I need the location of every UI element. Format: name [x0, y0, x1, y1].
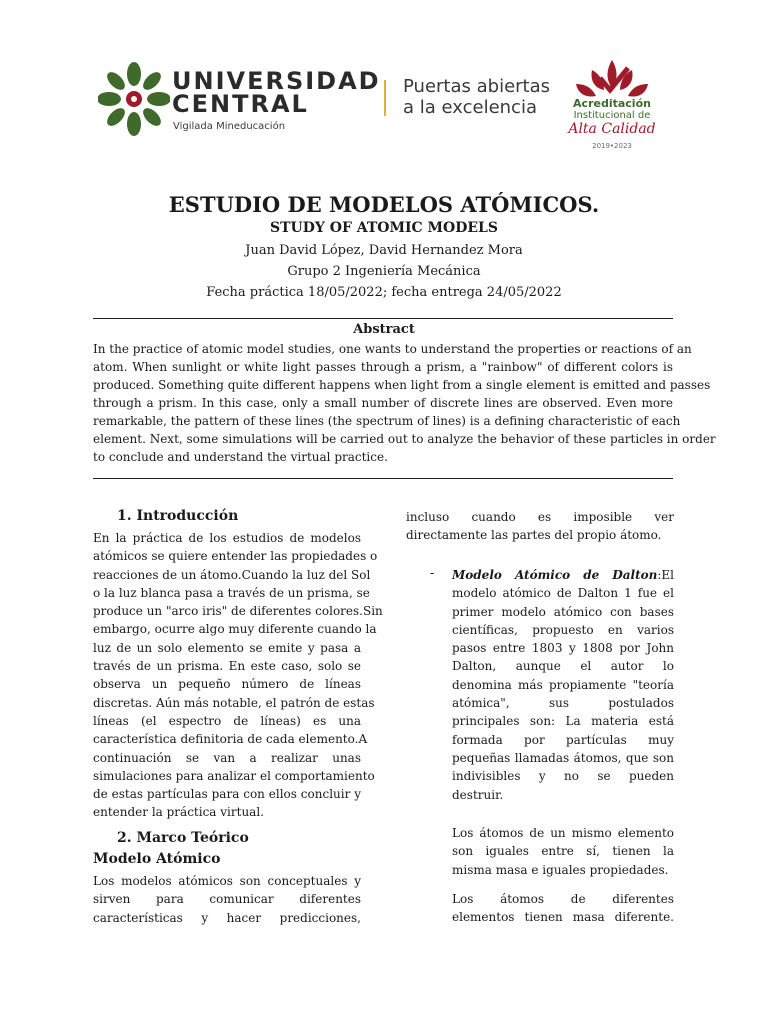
- text-line: característica definitoria de cada elemento.A: [93, 732, 368, 747]
- text-line: Dalton, aunque el autor lo: [452, 659, 674, 674]
- university-emblem-logo: [98, 62, 170, 136]
- section-heading-introduccion: 1. Introducción: [117, 508, 239, 524]
- text-line: elementos tienen masa diferente.: [452, 910, 674, 925]
- text-line: líneas (el espectro de líneas) es una: [93, 713, 361, 728]
- text-line: discretas. Aún más notable, el patrón de estas: [93, 695, 375, 710]
- right-column-top: [406, 508, 674, 545]
- accreditation-title: Acreditación: [573, 97, 651, 110]
- list-bullet: -: [430, 566, 435, 581]
- accreditation-years: 2019•2023: [592, 142, 632, 150]
- text-line: luz de un solo elemento se emite y pasa a: [93, 640, 361, 655]
- section-heading-marco-teorico: 2. Marco Teórico: [117, 830, 249, 846]
- text-line: pequeñas llamadas átomos, que son: [452, 750, 674, 765]
- text-line: Los modelos atómicos son conceptuales y: [93, 874, 361, 888]
- slogan-line1: Puertas abiertas: [403, 76, 551, 97]
- text-line: misma masa e iguales propiedades.: [452, 862, 669, 877]
- text-line: través de un prisma. En este caso, solo se: [93, 659, 361, 674]
- abstract-heading: Abstract: [353, 322, 415, 337]
- text-line: sirven para comunicar diferentes: [93, 892, 361, 907]
- abstract-line: through a prism. In this case, only a small number of discrete lines are observed. Even more: [93, 396, 673, 410]
- university-name-line2: CENTRAL: [172, 90, 309, 118]
- text-line: Los átomos de un mismo elemento: [452, 826, 674, 840]
- text-line: reacciones de un átomo.Cuando la luz del Sol: [93, 567, 371, 582]
- abstract-top-rule: [93, 318, 673, 319]
- abstract-line: In the practice of atomic model studies, one wants to understand the properties or reactions of an: [93, 342, 692, 356]
- text-line: entender la práctica virtual.: [93, 805, 264, 820]
- accreditation-subtitle: Institucional de: [573, 110, 651, 121]
- text-line: incluso cuando es imposible ver: [406, 510, 674, 524]
- introduccion-body: [93, 529, 383, 822]
- abstract-bottom-rule: [93, 478, 673, 479]
- text-line: atómica", sus postulados: [452, 696, 674, 711]
- text-line: continuación se van a realizar unas: [93, 750, 361, 765]
- university-name: [172, 67, 381, 118]
- abstract-line: produced. Something quite different happens when light from a single element is emitted and passes: [93, 378, 711, 392]
- text-line: En la práctica de los estudios de modelos: [93, 531, 361, 545]
- text-line: indivisibles y no se pueden: [452, 769, 674, 784]
- text-line: [452, 566, 674, 584]
- text-line: Los átomos de diferentes: [452, 892, 674, 906]
- text-line: destruir.: [452, 787, 504, 802]
- paper-title: ESTUDIO DE MODELOS ATÓMICOS.: [168, 192, 600, 217]
- text-line: embargo, ocurre algo muy diferente cuando la: [93, 622, 377, 637]
- accreditation-quality: Alta Calidad: [568, 121, 656, 137]
- vigilada-text: Vigilada Mineducación: [173, 121, 286, 132]
- university-name-line1: UNIVERSIDAD: [172, 67, 381, 95]
- subsection-heading-modelo-atomico: Modelo Atómico: [93, 851, 221, 867]
- abstract-body: [93, 340, 716, 466]
- slogan-line2: a la excelencia: [403, 97, 537, 118]
- text-line: formada por partículas muy: [452, 732, 674, 747]
- paper-authors: Juan David López, David Hernandez Mora: [245, 243, 523, 258]
- text-line: pasos entre 1803 y 1808 por John: [452, 641, 674, 656]
- abstract-line: to conclude and understand the virtual practice.: [93, 450, 388, 464]
- dalton-model-title: Modelo Atómico de Dalton: [452, 568, 658, 582]
- header-divider: [384, 80, 386, 116]
- abstract-line: atom. When sunlight or white light passes through a prism, a "rainbow" of different colors is: [93, 360, 673, 374]
- modelo-atomico-body: [93, 872, 361, 927]
- text-line: de estas partículas para con ellos concluir y: [93, 787, 361, 802]
- text-line: simulaciones para analizar el comportamiento: [93, 768, 375, 783]
- text-line: atómicos se quiere entender las propiedades o: [93, 549, 378, 564]
- paper-group: Grupo 2 Ingeniería Mecánica: [287, 264, 481, 279]
- dalton-model-paragraph: [452, 566, 674, 804]
- text-line: directamente las partes del propio átomo.: [406, 528, 662, 543]
- text-line: observa un pequeño número de líneas: [93, 677, 361, 692]
- abstract-line: element. Next, some simulations will be carried out to analyze the behavior of these particles in order: [93, 432, 716, 446]
- text-line: o la luz blanca pasa a través de un prisma, se: [93, 585, 370, 600]
- dalton-title-rest: :El: [657, 568, 674, 582]
- text-line: primer modelo atómico con bases: [452, 604, 674, 619]
- paper-subtitle: STUDY OF ATOMIC MODELS: [270, 220, 498, 236]
- text-line: produce un "arco iris" de diferentes colores.Sin: [93, 604, 383, 619]
- text-line: características y hacer predicciones,: [93, 910, 361, 925]
- atoms-different-elements-paragraph: [452, 890, 674, 927]
- text-line: principales son: La materia está: [452, 714, 674, 729]
- text-line: científicas, propuesto en varios: [452, 622, 674, 637]
- slogan: [403, 76, 550, 118]
- text-line: modelo atómico de Dalton 1 fue el: [452, 586, 674, 601]
- paper-dates: Fecha práctica 18/05/2022; fecha entrega 24/05/2022: [206, 285, 562, 300]
- atoms-same-element-paragraph: [452, 824, 674, 879]
- abstract-line: remarkable, the pattern of these lines (the spectrum of lines) is a defining characteristic of each: [93, 414, 681, 428]
- text-line: son iguales entre sí, tienen la: [452, 844, 674, 859]
- text-line: denomina más propiamente "teoría: [452, 677, 674, 692]
